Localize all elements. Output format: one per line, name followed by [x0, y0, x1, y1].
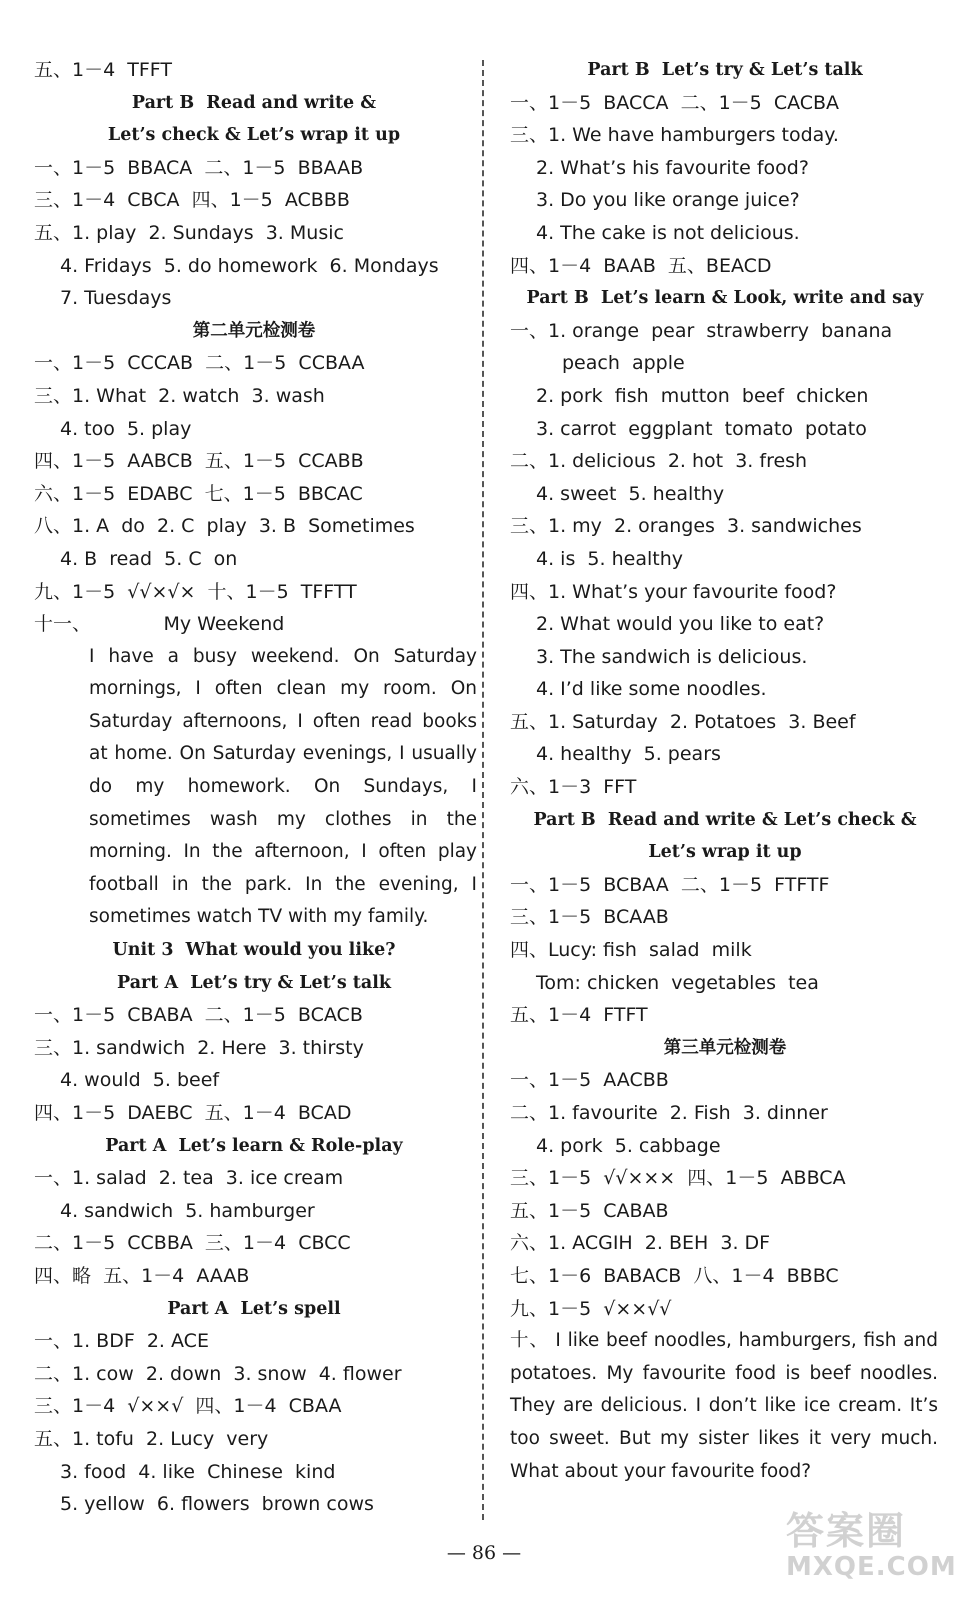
answer-line: 二、1. cow 2. down 3. snow 4. flower — [34, 1362, 402, 1385]
answer-line: 五、1. tofu 2. Lucy very — [34, 1427, 269, 1450]
answer-line: 4. sweet 5. healthy — [536, 482, 725, 505]
answer-line: 三、1. sandwich 2. Here 3. thirsty — [34, 1036, 364, 1059]
section-heading: Part A Let’s learn & Role-play — [105, 1135, 403, 1156]
answer-line: 4. is 5. healthy — [536, 547, 683, 570]
answer-line: 四、1－5 DAEBC 五、1－4 BCAD — [34, 1102, 352, 1124]
answer-line: 5. yellow 6. flowers brown cows — [60, 1493, 374, 1516]
section-heading: Let’s wrap it up — [648, 842, 802, 863]
answer-line: 3. The sandwich is delicious. — [536, 645, 808, 668]
section-heading: 第二单元检测卷 — [192, 320, 316, 341]
answer-line: 二、1. favourite 2. Fish 3. dinner — [510, 1102, 828, 1124]
watermark-logo — [786, 1509, 957, 1592]
answer-line: 四、1－5 AABCB 五、1－5 CCABB — [34, 450, 364, 473]
answer-line: Tom: chicken vegetables tea — [536, 971, 819, 994]
section-heading: Part B Read and write & Let’s check & — [533, 809, 917, 830]
answer-line: 三、1－4 CBCA 四、1－5 ACBBB — [34, 189, 350, 212]
section-heading: Part B Let’s learn & Look, write and say — [526, 288, 924, 309]
answer-line: 一、1. salad 2. tea 3. ice cream — [34, 1167, 344, 1190]
answer-line: 2. What would you like to eat? — [536, 613, 825, 636]
answer-line: 四、1－4 BAAB 五、BEACD — [510, 254, 772, 277]
answer-line: 四、略 五、1－4 AAAB — [34, 1264, 250, 1287]
answer-line: 七、1－6 BABACB 八、1－4 BBBC — [510, 1264, 839, 1287]
answer-line: 一、1. orange pear strawberry banana — [510, 319, 893, 342]
section-heading: Part B Let’s try & Let’s talk — [587, 60, 863, 80]
answer-line: 八、1. A do 2. C play 3. B Sometimes — [34, 515, 415, 538]
left-column — [34, 54, 477, 1521]
column-divider — [482, 60, 484, 1520]
answer-line: 2. pork fish mutton beef chicken — [536, 384, 869, 407]
answer-line: 十一、 My Weekend — [34, 613, 285, 636]
answer-line: 3. Do you like orange juice? — [536, 189, 800, 212]
answer-line: 一、1. BDF 2. ACE — [34, 1330, 209, 1353]
answer-line: 4. too 5. play — [60, 417, 192, 440]
answer-line: 五、1. play 2. Sundays 3. Music — [34, 221, 344, 244]
answer-line: 一、1－5 AACBB — [510, 1069, 669, 1092]
answer-line: 六、1. ACGIH 2. BEH 3. DF — [510, 1232, 771, 1255]
answer-line: 3. carrot eggplant tomato potato — [536, 417, 867, 440]
answer-line: 三、1. What 2. watch 3. wash — [34, 384, 325, 407]
answer-line: 三、1. We have hamburgers today. — [510, 124, 839, 147]
answer-line: 4. sandwich 5. hamburger — [60, 1199, 315, 1222]
answer-line: 九、1－5 √××√√ — [510, 1297, 672, 1320]
essay-paragraph: 十、 I like beef noodles, hamburgers, fish and potatoes. My favourite food is beef noodles. They are delicious. I don’t like ice cream. It’s too sweet. But my sister likes it very much. What about your favourite food? — [510, 1330, 938, 1482]
answer-line: 五、1. Saturday 2. Potatoes 3. Beef — [510, 710, 856, 733]
answer-line: 一、1－5 BBACA 二、1－5 BBAAB — [34, 156, 364, 179]
answer-line: peach apple — [562, 352, 685, 375]
answer-line: 4. healthy 5. pears — [536, 743, 721, 766]
page-number: — 86 — — [446, 1542, 522, 1564]
answer-line: 3. food 4. like Chinese kind — [60, 1460, 336, 1483]
section-heading: 第三单元检测卷 — [663, 1037, 787, 1058]
section-heading: Let’s check & Let’s wrap it up — [107, 125, 401, 146]
answer-line: 四、1. What’s your favourite food? — [510, 580, 837, 603]
right-column — [510, 54, 940, 1488]
answer-line: 二、1－5 CCBBA 三、1－4 CBCC — [34, 1232, 351, 1255]
answer-line: 7. Tuesdays — [60, 287, 172, 310]
answer-line: 4. Fridays 5. do homework 6. Mondays — [60, 254, 439, 277]
section-heading: Part A Let’s try & Let’s talk — [117, 972, 391, 993]
section-heading: Part B Read and write & — [131, 92, 377, 113]
answer-line: 四、Lucy: fish salad milk — [510, 939, 752, 962]
watermark-cn: 答案圈 — [786, 1509, 907, 1553]
answer-line: 五、1－4 FTFT — [510, 1004, 648, 1027]
answer-line: 4. B read 5. C on — [60, 547, 238, 570]
answer-line: 六、1－5 EDABC 七、1－5 BBCAC — [34, 482, 363, 505]
answer-line: 一、1－5 BACCA 二、1－5 CACBA — [510, 91, 840, 114]
answer-line: 三、1－5 BCAAB — [510, 906, 669, 929]
answer-line: 4. The cake is not delicious. — [536, 221, 800, 244]
answer-line: 二、1. delicious 2. hot 3. fresh — [510, 450, 808, 473]
answer-line: 五、1－4 TFFT — [34, 59, 172, 81]
answer-line: 三、1. my 2. oranges 3. sandwiches — [510, 515, 862, 538]
answer-line: 一、1－5 CBABA 二、1－5 BCACB — [34, 1004, 363, 1027]
answer-line: 三、1－5 √√××× 四、1－5 ABBCA — [510, 1167, 846, 1190]
answer-line: 一、1－5 BCBAA 二、1－5 FTFTF — [510, 873, 830, 896]
answer-line: 2. What’s his favourite food? — [536, 156, 809, 179]
answer-line: 三、1－4 √××√ 四、1－4 CBAA — [34, 1395, 342, 1418]
answer-line: 4. pork 5. cabbage — [536, 1134, 721, 1157]
answer-line: 4. I’d like some noodles. — [536, 678, 767, 701]
answer-line: 一、1－5 CCCAB 二、1－5 CCBAA — [34, 352, 365, 375]
answer-line: 4. would 5. beef — [60, 1069, 220, 1092]
answer-line: 九、1－5 √√×√× 十、1－5 TFFTT — [34, 580, 357, 603]
watermark-en: MXQE.COM — [786, 1552, 957, 1582]
answer-line: 五、1－5 CABAB — [510, 1199, 669, 1222]
section-heading: Part A Let’s spell — [167, 1298, 341, 1319]
section-heading: Unit 3 What would you like? — [112, 940, 396, 961]
answer-line: 六、1－3 FFT — [510, 776, 637, 799]
essay-paragraph: I have a busy weekend. On Saturday mornings, I often clean my room. On Saturday afternoons, I often read books at home. On Saturday evenings, I usually do my homework. On Sundays, I sometimes wash my clothes in the morning. In the afternoon, I often play football in the park. In the evening, I sometimes watch TV with my family. — [89, 645, 477, 928]
